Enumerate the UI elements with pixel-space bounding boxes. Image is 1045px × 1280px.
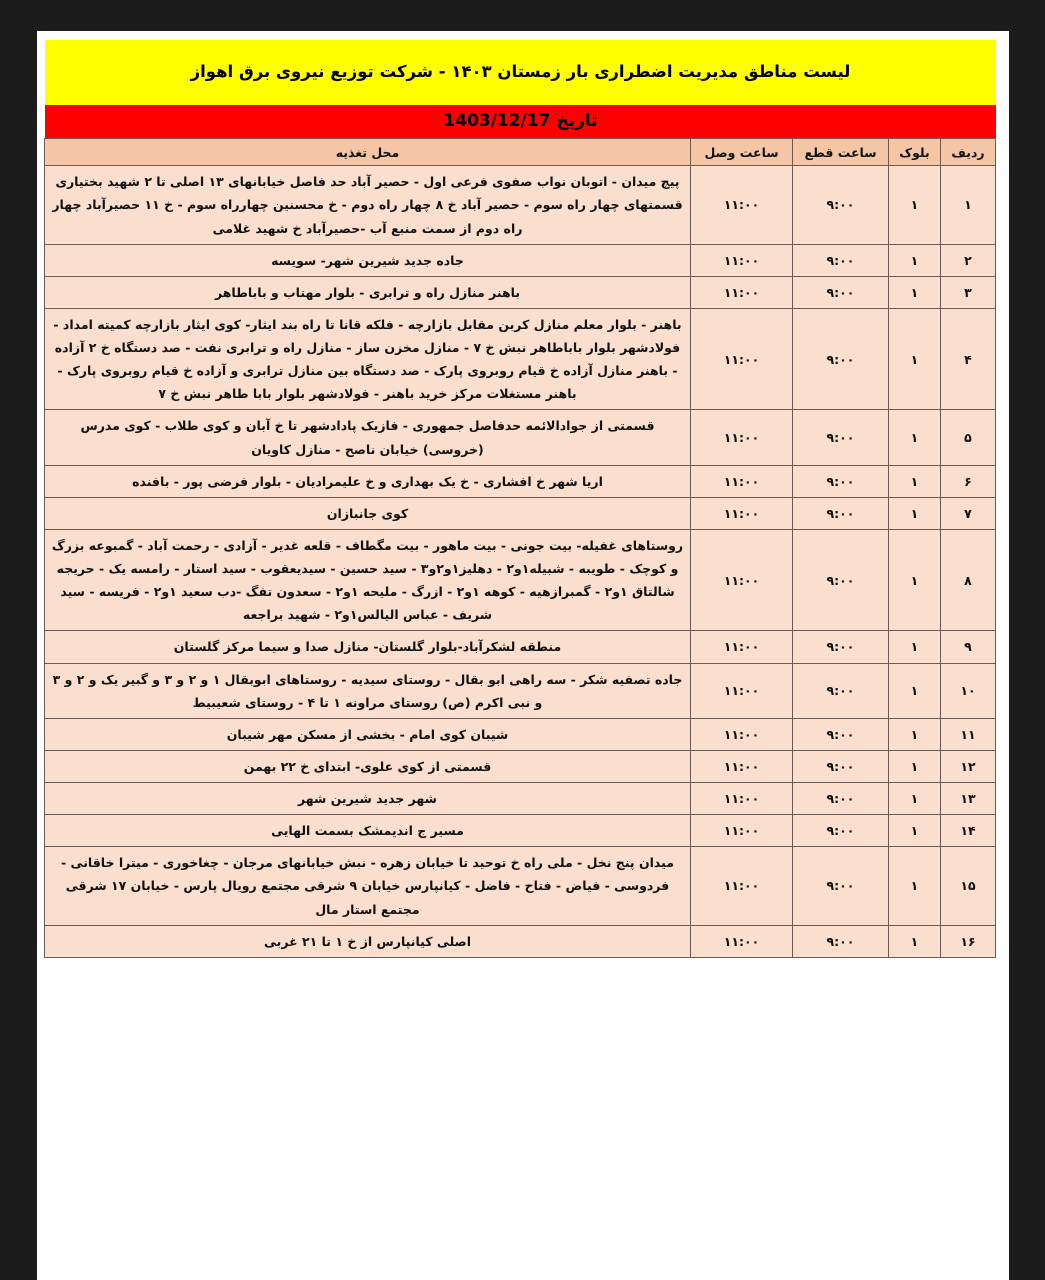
- document-date-bar: [45, 105, 996, 138]
- feed-location-cell: روستاهای غفیله- بیت جونی - بیت ماهور - بیت مگطاف - قلعه غدیر - آزادی - رحمت آباد - گمبوعه بزرگ و کوچک - طویبه - شبیله۱و۲ - دهلیز۱و۲و۳ - سید حسین - سیدیعقوب - سید استار - رامسه یک - حریجه شالتاق ۱و۲ - گمبرازهیه - کوهه ۱و۲ - ازرگ - ملیحه ۱و۲ - سعدون تفگ -دب سعید ۱و۲ - فریسه - سید شریف - عباس الیالس۱و۲ - شهید براجعه: [45, 529, 691, 631]
- table-header: [45, 139, 996, 166]
- block-cell: ۱: [889, 410, 941, 465]
- feed-location-cell: مسیر ج اندیمشک بسمت الهایی: [45, 815, 691, 847]
- feed-location-cell: اریا شهر خ افشاری - خ یک بهداری و خ علیمرادیان - بلوار فرضی پور - بافنده: [45, 465, 691, 497]
- outage-start-cell: ۹:۰۰: [793, 750, 889, 782]
- outage-start-cell: ۹:۰۰: [793, 663, 889, 718]
- row-number-cell: ۱۳: [941, 783, 996, 815]
- row-number-cell: ۱۶: [941, 925, 996, 957]
- outage-start-cell: ۹:۰۰: [793, 276, 889, 308]
- outage-end-cell: ۱۱:۰۰: [691, 847, 793, 925]
- feed-location-cell: باهنر منازل راه و ترابری - بلوار مهتاب و باباطاهر: [45, 276, 691, 308]
- table-header-row: [45, 139, 996, 166]
- outage-end-cell: ۱۱:۰۰: [691, 497, 793, 529]
- outage-end-cell: ۱۱:۰۰: [691, 166, 793, 244]
- table-row: [45, 663, 996, 718]
- block-cell: ۱: [889, 497, 941, 529]
- column-header-saat-ghat: ساعت قطع: [793, 139, 889, 166]
- row-number-cell: ۵: [941, 410, 996, 465]
- row-number-cell: ۷: [941, 497, 996, 529]
- row-number-cell: ۱۴: [941, 815, 996, 847]
- outage-start-cell: ۹:۰۰: [793, 631, 889, 663]
- feed-location-cell: جاده تصفیه شکر - سه راهی ابو بقال - روستای سیدیه - روستاهای ابوبقال ۱ و ۲ و ۳ و گبیر یک و ۲ و ۳ و نبی اکرم (ص) روستای مراونه ۱ تا ۴ - روستای شعیبیط: [45, 663, 691, 718]
- table-row: [45, 529, 996, 631]
- outage-start-cell: ۹:۰۰: [793, 497, 889, 529]
- outage-start-cell: ۹:۰۰: [793, 718, 889, 750]
- document-title: لیست مناطق مدیریت اضطراری بار زمستان ۱۴۰۳ - شرکت توزیع نیروی برق اهواز: [45, 40, 996, 105]
- outage-start-cell: ۹:۰۰: [793, 847, 889, 925]
- outage-end-cell: ۱۱:۰۰: [691, 783, 793, 815]
- column-header-radif: ردیف: [941, 139, 996, 166]
- table-row: [45, 847, 996, 925]
- outage-end-cell: ۱۱:۰۰: [691, 631, 793, 663]
- row-number-cell: ۸: [941, 529, 996, 631]
- table-row: [45, 718, 996, 750]
- block-cell: ۱: [889, 750, 941, 782]
- block-cell: ۱: [889, 465, 941, 497]
- block-cell: ۱: [889, 925, 941, 957]
- feed-location-cell: شیبان کوی امام - بخشی از مسکن مهر شیبان: [45, 718, 691, 750]
- feed-location-cell: باهنر - بلوار معلم منازل کربن مقابل بازارچه - فلکه قانا تا راه بند ایثار- کوی ایثار بازارچه کمیته امداد - فولادشهر بلوار باباطاهر نبش خ ۷ - منازل مخزن ساز - منازل راه و ترابری نفت - صد دستگاه خ ۲ آزاده - باهنر منازل آزاده خ قیام روبروی پارک - صد دستگاه بین منازل ترابری و آزاده خ قیام روبروی پارک - باهنر مستغلات مرکز خرید باهنر - فولادشهر بلوار بابا طاهر نبش خ ۷: [45, 308, 691, 410]
- table-body: [45, 166, 996, 958]
- block-cell: ۱: [889, 276, 941, 308]
- feed-location-cell: اصلی کیانپارس از خ ۱ تا ۲۱ غربی: [45, 925, 691, 957]
- row-number-cell: ۹: [941, 631, 996, 663]
- table-row: [45, 276, 996, 308]
- block-cell: ۱: [889, 718, 941, 750]
- outage-end-cell: ۱۱:۰۰: [691, 410, 793, 465]
- outage-end-cell: ۱۱:۰۰: [691, 663, 793, 718]
- feed-location-cell: کوی جانبازان: [45, 497, 691, 529]
- outage-end-cell: ۱۱:۰۰: [691, 925, 793, 957]
- outage-start-cell: ۹:۰۰: [793, 308, 889, 410]
- table-row: [45, 244, 996, 276]
- date-label: تاریخ: [556, 111, 598, 132]
- outage-start-cell: ۹:۰۰: [793, 410, 889, 465]
- column-header-mahal: محل تغذیه: [45, 139, 691, 166]
- row-number-cell: ۱۲: [941, 750, 996, 782]
- block-cell: ۱: [889, 663, 941, 718]
- block-cell: ۱: [889, 631, 941, 663]
- outage-end-cell: ۱۱:۰۰: [691, 529, 793, 631]
- table-row: [45, 925, 996, 957]
- table-row: [45, 465, 996, 497]
- outage-end-cell: ۱۱:۰۰: [691, 815, 793, 847]
- block-cell: ۱: [889, 815, 941, 847]
- outage-start-cell: ۹:۰۰: [793, 166, 889, 244]
- column-header-blok: بلوک: [889, 139, 941, 166]
- feed-location-cell: جاده جدید شیرین شهر- سویسه: [45, 244, 691, 276]
- column-header-saat-vasl: ساعت وصل: [691, 139, 793, 166]
- outage-end-cell: ۱۱:۰۰: [691, 718, 793, 750]
- block-cell: ۱: [889, 529, 941, 631]
- block-cell: ۱: [889, 244, 941, 276]
- table-row: [45, 497, 996, 529]
- outage-end-cell: ۱۱:۰۰: [691, 465, 793, 497]
- feed-location-cell: قسمتی از جوادالائمه حدفاصل جمهوری - فازیک پادادشهر تا خ آبان و کوی طلاب - کوی مدرس (خروسی) خیابان ناصح - منازل کاویان: [45, 410, 691, 465]
- feed-location-cell: پیچ میدان - اتوبان نواب صفوی فرعی اول - حصیر آباد حد فاصل خیابانهای ۱۳ اصلی تا ۲ شهید بختیاری قسمتهای چهار راه سوم - حصیر آباد خ ۸ چهار راه دوم - خ محسنین چهارراه سوم - خ ۱۱ حصیرآباد چهار راه دوم از سمت منبع آب -حصیرآباد خ شهید غلامی: [45, 166, 691, 244]
- table-row: [45, 815, 996, 847]
- table-row: [45, 783, 996, 815]
- date-value: 1403/12/17: [443, 111, 551, 132]
- outage-end-cell: ۱۱:۰۰: [691, 244, 793, 276]
- outage-start-cell: ۹:۰۰: [793, 815, 889, 847]
- table-row: [45, 308, 996, 410]
- block-cell: ۱: [889, 847, 941, 925]
- row-number-cell: ۳: [941, 276, 996, 308]
- outage-end-cell: ۱۱:۰۰: [691, 750, 793, 782]
- block-cell: ۱: [889, 783, 941, 815]
- outage-start-cell: ۹:۰۰: [793, 465, 889, 497]
- outage-start-cell: ۹:۰۰: [793, 529, 889, 631]
- row-number-cell: ۶: [941, 465, 996, 497]
- table-row: [45, 750, 996, 782]
- row-number-cell: ۱۰: [941, 663, 996, 718]
- outage-end-cell: ۱۱:۰۰: [691, 308, 793, 410]
- outage-start-cell: ۹:۰۰: [793, 783, 889, 815]
- table-row: [45, 166, 996, 244]
- outage-schedule-sheet: [45, 40, 996, 958]
- block-cell: ۱: [889, 166, 941, 244]
- row-number-cell: ۱۵: [941, 847, 996, 925]
- row-number-cell: ۴: [941, 308, 996, 410]
- outage-table: [44, 138, 996, 958]
- row-number-cell: ۲: [941, 244, 996, 276]
- outage-start-cell: ۹:۰۰: [793, 925, 889, 957]
- row-number-cell: ۱۱: [941, 718, 996, 750]
- table-row: [45, 410, 996, 465]
- block-cell: ۱: [889, 308, 941, 410]
- feed-location-cell: قسمتی از کوی علوی- ابتدای خ ۲۲ بهمن: [45, 750, 691, 782]
- outage-start-cell: ۹:۰۰: [793, 244, 889, 276]
- table-row: [45, 631, 996, 663]
- row-number-cell: ۱: [941, 166, 996, 244]
- outage-end-cell: ۱۱:۰۰: [691, 276, 793, 308]
- feed-location-cell: شهر جدید شیرین شهر: [45, 783, 691, 815]
- feed-location-cell: میدان پنج نخل - ملی راه خ توحید تا خیابان زهره - نبش خیابانهای مرجان - چغاخوری - میترا خاقانی - فردوسی - فیاض - فتاح - فاضل - کیانپارس خیابان ۹ شرقی مجتمع رویال پارس - خیابان ۱۷ شرقی مجتمع استار مال: [45, 847, 691, 925]
- feed-location-cell: منطقه لشکرآباد-بلوار گلستان- منازل صدا و سیما مرکز گلستان: [45, 631, 691, 663]
